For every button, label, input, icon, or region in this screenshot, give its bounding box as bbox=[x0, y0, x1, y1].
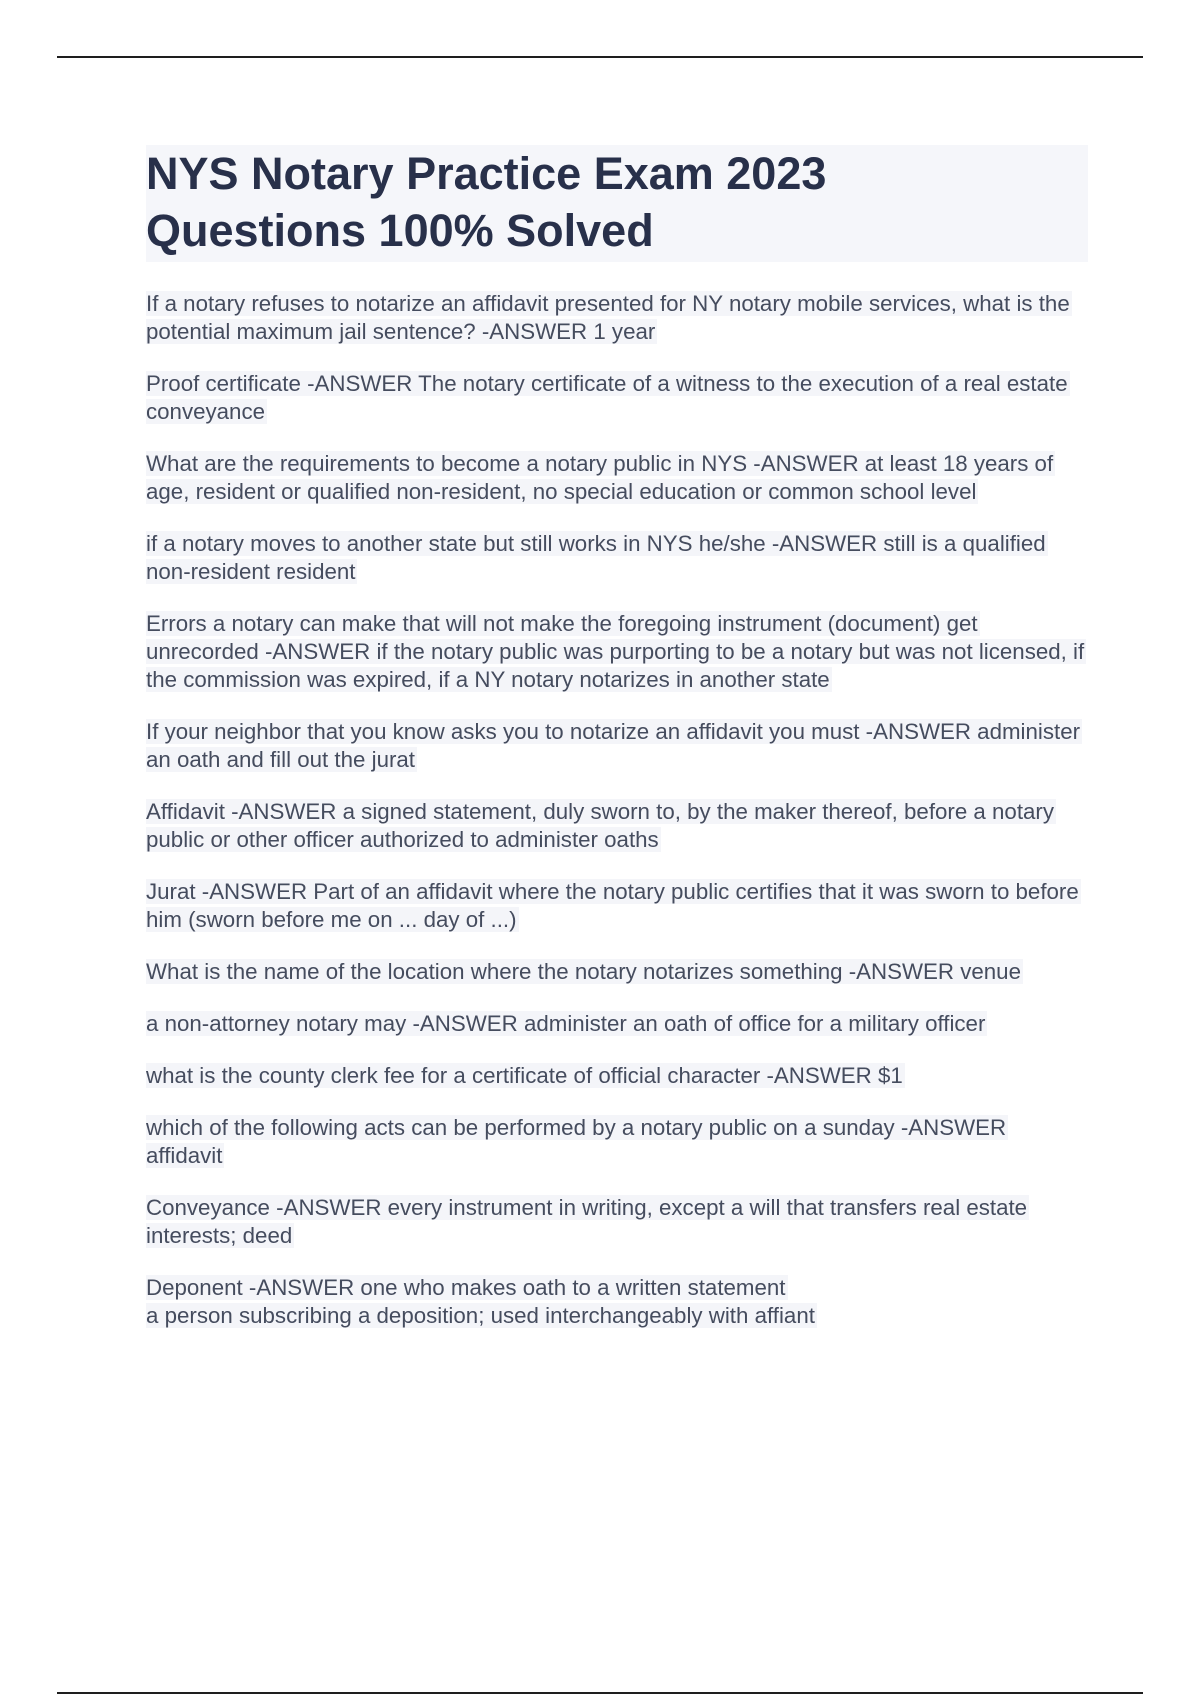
qa-list bbox=[146, 290, 1088, 1330]
qa-item bbox=[146, 370, 1088, 426]
document-title bbox=[146, 145, 1088, 262]
qa-text: What are the requirements to become a notary public in NYS -ANSWER at least 18 years of age, resident or qualified non-resident, no special education or common school level bbox=[146, 451, 1054, 504]
qa-item bbox=[146, 610, 1088, 694]
qa-text: If a notary refuses to notarize an affidavit presented for NY notary mobile services, what is the potential maximum jail sentence? -ANSWER 1 year bbox=[146, 291, 1070, 344]
qa-text: Affidavit -ANSWER a signed statement, duly sworn to, by the maker thereof, before a notary public or other officer authorized to administer oaths bbox=[146, 799, 1054, 852]
qa-item bbox=[146, 1114, 1088, 1170]
qa-text: Deponent -ANSWER one who makes oath to a written statement bbox=[146, 1275, 786, 1300]
qa-text: which of the following acts can be performed by a notary public on a sunday -ANSWER affidavit bbox=[146, 1115, 1007, 1168]
qa-text: Conveyance -ANSWER every instrument in writing, except a will that transfers real estate interests; deed bbox=[146, 1195, 1028, 1248]
top-rule bbox=[57, 56, 1143, 58]
qa-item bbox=[146, 958, 1088, 986]
qa-item bbox=[146, 450, 1088, 506]
qa-item bbox=[146, 1194, 1088, 1250]
document-body bbox=[146, 145, 1088, 1354]
qa-item bbox=[146, 718, 1088, 774]
qa-item bbox=[146, 290, 1088, 346]
qa-item bbox=[146, 530, 1088, 586]
qa-item bbox=[146, 798, 1088, 854]
bottom-rule bbox=[57, 1692, 1143, 1694]
title-line-2: Questions 100% Solved bbox=[146, 205, 654, 256]
qa-text: a person subscribing a deposition; used interchangeably with affiant bbox=[146, 1303, 815, 1328]
qa-text: a non-attorney notary may -ANSWER administer an oath of office for a military officer bbox=[146, 1011, 986, 1036]
title-line-1: NYS Notary Practice Exam 2023 bbox=[146, 148, 827, 199]
qa-text: if a notary moves to another state but still works in NYS he/she -ANSWER still is a qualified non-resident resident bbox=[146, 531, 1046, 584]
qa-item bbox=[146, 1010, 1088, 1038]
qa-text: what is the county clerk fee for a certificate of official character -ANSWER $1 bbox=[146, 1063, 903, 1088]
qa-item-deponent bbox=[146, 1274, 1088, 1330]
qa-text: What is the name of the location where the notary notarizes something -ANSWER venue bbox=[146, 959, 1021, 984]
qa-item bbox=[146, 878, 1088, 934]
qa-text: Jurat -ANSWER Part of an affidavit where the notary public certifies that it was sworn to before him (sworn before me on ... day of ...) bbox=[146, 879, 1079, 932]
qa-text: If your neighbor that you know asks you to notarize an affidavit you must -ANSWER administer an oath and fill out the jurat bbox=[146, 719, 1081, 772]
qa-text: Proof certificate -ANSWER The notary certificate of a witness to the execution of a real estate conveyance bbox=[146, 371, 1068, 424]
qa-text: Errors a notary can make that will not make the foregoing instrument (document) get unrecorded -ANSWER if the notary public was purporting to be a notary but was not licensed, if the commission was expired, if a NY notary notarizes in another state bbox=[146, 611, 1085, 692]
qa-item bbox=[146, 1062, 1088, 1090]
